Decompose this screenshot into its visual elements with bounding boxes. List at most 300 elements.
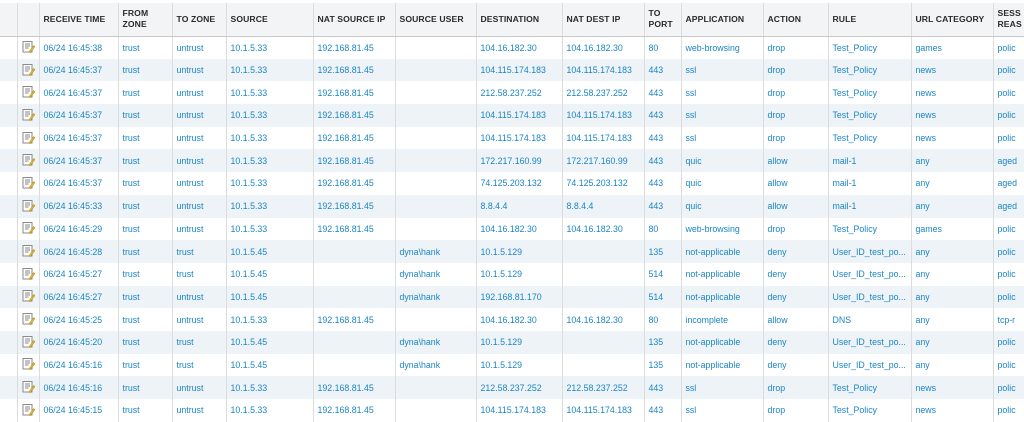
to-zone-cell[interactable]: untrust — [172, 172, 226, 195]
to-port-cell[interactable]: 443 — [644, 376, 681, 399]
to-port-cell[interactable]: 443 — [644, 59, 681, 82]
url-category-cell[interactable]: any — [911, 172, 993, 195]
session-end-reason-cell[interactable]: aged — [993, 195, 1024, 218]
receive-time-cell[interactable]: 06/24 16:45:37 — [39, 81, 118, 104]
nat-source-ip-cell[interactable]: 192.168.81.45 — [313, 149, 395, 172]
nat-source-ip-cell[interactable]: 192.168.81.45 — [313, 104, 395, 127]
row-select-cell[interactable] — [0, 59, 17, 82]
rule-cell[interactable]: mail-1 — [828, 149, 911, 172]
from-zone-cell[interactable]: trust — [118, 354, 172, 377]
log-detail-icon[interactable] — [22, 199, 35, 214]
url-category-cell[interactable]: any — [911, 286, 993, 309]
action-cell[interactable]: deny — [763, 240, 828, 263]
to-zone-cell[interactable]: untrust — [172, 218, 226, 241]
application-cell[interactable]: not-applicable — [681, 331, 763, 354]
table-row[interactable] — [0, 104, 1024, 127]
log-detail-icon[interactable] — [22, 221, 35, 236]
action-cell[interactable]: drop — [763, 127, 828, 150]
row-detail-cell[interactable] — [17, 376, 39, 399]
row-detail-cell[interactable] — [17, 104, 39, 127]
row-detail-cell[interactable] — [17, 59, 39, 82]
to-zone-cell[interactable]: untrust — [172, 399, 226, 422]
application-cell[interactable]: web-browsing — [681, 36, 763, 59]
url-category-cell[interactable]: news — [911, 104, 993, 127]
log-detail-icon[interactable] — [22, 40, 35, 55]
nat-dest-ip-cell[interactable]: 104.16.182.30 — [562, 36, 644, 59]
log-detail-icon[interactable] — [22, 176, 35, 191]
row-select-cell[interactable] — [0, 354, 17, 377]
to-port-cell[interactable]: 514 — [644, 263, 681, 286]
destination-cell[interactable]: 74.125.203.132 — [476, 172, 562, 195]
column-header-url-category[interactable]: URL CATEGORY — [911, 3, 993, 36]
to-port-cell[interactable]: 443 — [644, 149, 681, 172]
from-zone-cell[interactable]: trust — [118, 36, 172, 59]
nat-source-ip-cell[interactable]: 192.168.81.45 — [313, 36, 395, 59]
session-end-reason-cell[interactable]: tcp-r — [993, 308, 1024, 331]
column-header-nat-source-ip[interactable]: NAT SOURCE IP — [313, 3, 395, 36]
destination-cell[interactable]: 104.16.182.30 — [476, 36, 562, 59]
nat-source-ip-cell[interactable]: 192.168.81.45 — [313, 172, 395, 195]
session-end-reason-cell[interactable]: polic — [993, 81, 1024, 104]
column-header-from-zone[interactable] — [118, 3, 172, 36]
destination-cell[interactable]: 104.115.174.183 — [476, 59, 562, 82]
to-port-cell[interactable]: 514 — [644, 286, 681, 309]
source-cell[interactable]: 10.1.5.33 — [226, 127, 313, 150]
receive-time-cell[interactable]: 06/24 16:45:37 — [39, 172, 118, 195]
destination-cell[interactable]: 172.217.160.99 — [476, 149, 562, 172]
session-end-reason-cell[interactable]: polic — [993, 263, 1024, 286]
receive-time-cell[interactable]: 06/24 16:45:29 — [39, 218, 118, 241]
row-detail-cell[interactable] — [17, 81, 39, 104]
source-user-cell[interactable]: dyna\hank — [395, 286, 476, 309]
application-cell[interactable]: ssl — [681, 127, 763, 150]
nat-source-ip-cell[interactable]: 192.168.81.45 — [313, 195, 395, 218]
rule-cell[interactable]: Test_Policy — [828, 127, 911, 150]
source-cell[interactable]: 10.1.5.33 — [226, 149, 313, 172]
to-zone-cell[interactable]: untrust — [172, 104, 226, 127]
to-zone-cell[interactable]: untrust — [172, 286, 226, 309]
log-detail-icon[interactable] — [22, 108, 35, 123]
row-detail-cell[interactable] — [17, 331, 39, 354]
action-cell[interactable]: deny — [763, 331, 828, 354]
column-header-to-port[interactable] — [644, 3, 681, 36]
log-detail-icon[interactable] — [22, 289, 35, 304]
rule-cell[interactable]: User_ID_test_po... — [828, 240, 911, 263]
application-cell[interactable]: not-applicable — [681, 286, 763, 309]
session-end-reason-cell[interactable]: polic — [993, 36, 1024, 59]
rule-cell[interactable]: User_ID_test_po... — [828, 286, 911, 309]
rule-cell[interactable]: Test_Policy — [828, 399, 911, 422]
row-select-cell[interactable] — [0, 376, 17, 399]
column-header-application[interactable]: APPLICATION — [681, 3, 763, 36]
receive-time-cell[interactable]: 06/24 16:45:27 — [39, 286, 118, 309]
row-select-cell[interactable] — [0, 149, 17, 172]
source-cell[interactable]: 10.1.5.33 — [226, 376, 313, 399]
action-cell[interactable]: allow — [763, 308, 828, 331]
application-cell[interactable]: quic — [681, 172, 763, 195]
table-row[interactable] — [0, 81, 1024, 104]
log-detail-icon[interactable] — [22, 63, 35, 78]
nat-source-ip-cell[interactable]: 192.168.81.45 — [313, 127, 395, 150]
to-port-cell[interactable]: 443 — [644, 195, 681, 218]
from-zone-cell[interactable]: trust — [118, 149, 172, 172]
from-zone-cell[interactable]: trust — [118, 308, 172, 331]
source-cell[interactable]: 10.1.5.33 — [226, 195, 313, 218]
receive-time-cell[interactable]: 06/24 16:45:33 — [39, 195, 118, 218]
table-row[interactable] — [0, 263, 1024, 286]
receive-time-cell[interactable]: 06/24 16:45:28 — [39, 240, 118, 263]
to-port-cell[interactable]: 443 — [644, 104, 681, 127]
application-cell[interactable]: web-browsing — [681, 218, 763, 241]
application-cell[interactable]: ssl — [681, 104, 763, 127]
url-category-cell[interactable]: news — [911, 81, 993, 104]
to-zone-cell[interactable]: untrust — [172, 308, 226, 331]
row-detail-cell[interactable] — [17, 195, 39, 218]
action-cell[interactable]: drop — [763, 81, 828, 104]
from-zone-cell[interactable]: trust — [118, 127, 172, 150]
source-cell[interactable]: 10.1.5.33 — [226, 218, 313, 241]
row-detail-cell[interactable] — [17, 127, 39, 150]
nat-dest-ip-cell[interactable]: 104.115.174.183 — [562, 399, 644, 422]
destination-cell[interactable]: 104.16.182.30 — [476, 308, 562, 331]
rule-cell[interactable]: Test_Policy — [828, 104, 911, 127]
to-zone-cell[interactable]: untrust — [172, 36, 226, 59]
url-category-cell[interactable]: news — [911, 59, 993, 82]
column-header-destination[interactable]: DESTINATION — [476, 3, 562, 36]
log-detail-icon[interactable] — [22, 153, 35, 168]
table-row[interactable] — [0, 149, 1024, 172]
log-detail-icon[interactable] — [22, 267, 35, 282]
action-cell[interactable]: deny — [763, 286, 828, 309]
nat-source-ip-cell[interactable]: 192.168.81.45 — [313, 218, 395, 241]
source-user-cell[interactable]: dyna\hank — [395, 240, 476, 263]
rule-cell[interactable]: User_ID_test_po... — [828, 263, 911, 286]
source-cell[interactable]: 10.1.5.45 — [226, 286, 313, 309]
row-detail-cell[interactable] — [17, 399, 39, 422]
table-row[interactable] — [0, 218, 1024, 241]
table-row[interactable] — [0, 240, 1024, 263]
action-cell[interactable]: drop — [763, 59, 828, 82]
row-detail-cell[interactable] — [17, 354, 39, 377]
application-cell[interactable]: not-applicable — [681, 354, 763, 377]
from-zone-cell[interactable]: trust — [118, 172, 172, 195]
source-user-cell[interactable]: dyna\hank — [395, 354, 476, 377]
row-detail-cell[interactable] — [17, 149, 39, 172]
row-select-cell[interactable] — [0, 81, 17, 104]
source-cell[interactable]: 10.1.5.33 — [226, 399, 313, 422]
source-cell[interactable]: 10.1.5.33 — [226, 36, 313, 59]
log-detail-icon[interactable] — [22, 85, 35, 100]
application-cell[interactable]: ssl — [681, 81, 763, 104]
rule-cell[interactable]: DNS — [828, 308, 911, 331]
column-header-session-end-reason[interactable] — [993, 3, 1024, 36]
nat-source-ip-cell[interactable]: 192.168.81.45 — [313, 399, 395, 422]
receive-time-cell[interactable]: 06/24 16:45:37 — [39, 149, 118, 172]
source-cell[interactable]: 10.1.5.45 — [226, 240, 313, 263]
to-zone-cell[interactable]: untrust — [172, 81, 226, 104]
rule-cell[interactable]: Test_Policy — [828, 376, 911, 399]
session-end-reason-cell[interactable]: polic — [993, 59, 1024, 82]
to-port-cell[interactable]: 80 — [644, 218, 681, 241]
from-zone-cell[interactable]: trust — [118, 218, 172, 241]
table-row[interactable] — [0, 172, 1024, 195]
row-detail-cell[interactable] — [17, 286, 39, 309]
url-category-cell[interactable]: news — [911, 376, 993, 399]
row-select-cell[interactable] — [0, 36, 17, 59]
to-zone-cell[interactable]: untrust — [172, 59, 226, 82]
table-row[interactable] — [0, 331, 1024, 354]
destination-cell[interactable]: 192.168.81.170 — [476, 286, 562, 309]
receive-time-cell[interactable]: 06/24 16:45:16 — [39, 376, 118, 399]
table-row[interactable] — [0, 376, 1024, 399]
destination-cell[interactable]: 10.1.5.129 — [476, 240, 562, 263]
to-zone-cell[interactable]: trust — [172, 263, 226, 286]
from-zone-cell[interactable]: trust — [118, 240, 172, 263]
receive-time-cell[interactable]: 06/24 16:45:37 — [39, 127, 118, 150]
column-header-source-user[interactable]: SOURCE USER — [395, 3, 476, 36]
from-zone-cell[interactable]: trust — [118, 399, 172, 422]
destination-cell[interactable]: 212.58.237.252 — [476, 81, 562, 104]
nat-dest-ip-cell[interactable]: 74.125.203.132 — [562, 172, 644, 195]
table-row[interactable] — [0, 308, 1024, 331]
row-select-cell[interactable] — [0, 240, 17, 263]
from-zone-header-line1: FROM — [122, 8, 149, 19]
table-row[interactable] — [0, 36, 1024, 59]
to-zone-cell[interactable]: trust — [172, 354, 226, 377]
from-zone-cell[interactable]: trust — [118, 263, 172, 286]
rule-cell[interactable]: Test_Policy — [828, 81, 911, 104]
session-end-reason-cell[interactable]: polic — [993, 104, 1024, 127]
application-cell[interactable]: not-applicable — [681, 263, 763, 286]
nat-source-ip-cell[interactable]: 192.168.81.45 — [313, 308, 395, 331]
table-row[interactable] — [0, 195, 1024, 218]
nat-dest-ip-cell[interactable]: 212.58.237.252 — [562, 81, 644, 104]
nat-dest-ip-cell[interactable]: 172.217.160.99 — [562, 149, 644, 172]
to-port-cell[interactable]: 80 — [644, 36, 681, 59]
table-row[interactable] — [0, 59, 1024, 82]
destination-cell[interactable]: 8.8.4.4 — [476, 195, 562, 218]
log-detail-icon[interactable] — [22, 357, 35, 372]
url-category-cell[interactable]: any — [911, 331, 993, 354]
to-port-cell[interactable]: 135 — [644, 354, 681, 377]
column-header-action[interactable]: ACTION — [763, 3, 828, 36]
from-zone-cell[interactable]: trust — [118, 59, 172, 82]
action-cell[interactable]: allow — [763, 195, 828, 218]
column-header-source[interactable]: SOURCE — [226, 3, 313, 36]
column-header-to-zone[interactable]: TO ZONE — [172, 3, 226, 36]
receive-time-cell[interactable]: 06/24 16:45:16 — [39, 354, 118, 377]
receive-time-cell[interactable]: 06/24 16:45:25 — [39, 308, 118, 331]
row-select-cell[interactable] — [0, 286, 17, 309]
session-end-reason-cell[interactable]: polic — [993, 399, 1024, 422]
column-header-nat-dest-ip[interactable]: NAT DEST IP — [562, 3, 644, 36]
url-category-cell[interactable]: games — [911, 218, 993, 241]
row-select-cell[interactable] — [0, 104, 17, 127]
session-end-reason-cell[interactable]: polic — [993, 354, 1024, 377]
nat-dest-ip-cell[interactable]: 212.58.237.252 — [562, 376, 644, 399]
to-port-cell[interactable]: 135 — [644, 240, 681, 263]
action-cell[interactable]: allow — [763, 172, 828, 195]
url-category-cell[interactable]: news — [911, 127, 993, 150]
source-user-cell[interactable]: dyna\hank — [395, 263, 476, 286]
to-port-cell[interactable]: 135 — [644, 331, 681, 354]
header-select-column[interactable] — [0, 3, 17, 36]
log-detail-icon[interactable] — [22, 335, 35, 350]
source-cell[interactable]: 10.1.5.33 — [226, 59, 313, 82]
from-zone-cell[interactable]: trust — [118, 104, 172, 127]
rule-cell[interactable]: User_ID_test_po... — [828, 331, 911, 354]
action-cell[interactable]: drop — [763, 104, 828, 127]
url-category-cell[interactable]: games — [911, 36, 993, 59]
nat-dest-ip-cell[interactable]: 104.16.182.30 — [562, 308, 644, 331]
row-select-cell[interactable] — [0, 195, 17, 218]
receive-time-cell[interactable]: 06/24 16:45:15 — [39, 399, 118, 422]
receive-time-cell[interactable]: 06/24 16:45:38 — [39, 36, 118, 59]
row-select-cell[interactable] — [0, 218, 17, 241]
rule-cell[interactable]: mail-1 — [828, 195, 911, 218]
row-detail-cell[interactable] — [17, 308, 39, 331]
session-end-reason-cell[interactable]: polic — [993, 286, 1024, 309]
receive-time-cell[interactable]: 06/24 16:45:27 — [39, 263, 118, 286]
row-select-cell[interactable] — [0, 308, 17, 331]
destination-cell[interactable]: 10.1.5.129 — [476, 354, 562, 377]
from-zone-cell[interactable]: trust — [118, 286, 172, 309]
to-zone-cell[interactable]: untrust — [172, 149, 226, 172]
nat-dest-ip-cell[interactable]: 104.115.174.183 — [562, 59, 644, 82]
log-detail-icon[interactable] — [22, 244, 35, 259]
session-end-reason-cell[interactable]: polic — [993, 127, 1024, 150]
row-select-cell[interactable] — [0, 172, 17, 195]
from-zone-cell[interactable]: trust — [118, 376, 172, 399]
source-cell[interactable]: 10.1.5.33 — [226, 104, 313, 127]
row-select-cell[interactable] — [0, 399, 17, 422]
to-port-cell[interactable]: 443 — [644, 399, 681, 422]
session-end-reason-cell[interactable]: aged — [993, 172, 1024, 195]
destination-cell[interactable]: 10.1.5.129 — [476, 263, 562, 286]
destination-cell[interactable]: 104.115.174.183 — [476, 104, 562, 127]
source-cell[interactable]: 10.1.5.33 — [226, 172, 313, 195]
row-detail-cell[interactable] — [17, 263, 39, 286]
from-zone-cell[interactable]: trust — [118, 81, 172, 104]
session-end-reason-cell[interactable]: polic — [993, 331, 1024, 354]
application-cell[interactable]: incomplete — [681, 308, 763, 331]
rule-cell[interactable]: Test_Policy — [828, 36, 911, 59]
url-category-cell[interactable]: any — [911, 354, 993, 377]
column-header-receive-time[interactable]: RECEIVE TIME — [39, 3, 118, 36]
source-cell[interactable]: 10.1.5.45 — [226, 263, 313, 286]
receive-time-cell[interactable]: 06/24 16:45:37 — [39, 59, 118, 82]
row-detail-cell[interactable] — [17, 218, 39, 241]
table-row[interactable] — [0, 399, 1024, 422]
row-select-cell[interactable] — [0, 127, 17, 150]
table-row[interactable] — [0, 127, 1024, 150]
session-end-reason-cell[interactable]: aged — [993, 149, 1024, 172]
application-cell[interactable]: not-applicable — [681, 240, 763, 263]
to-port-cell[interactable]: 80 — [644, 308, 681, 331]
action-cell[interactable]: deny — [763, 354, 828, 377]
nat-dest-ip-cell[interactable]: 8.8.4.4 — [562, 195, 644, 218]
nat-source-ip-cell[interactable]: 192.168.81.45 — [313, 376, 395, 399]
receive-time-cell[interactable]: 06/24 16:45:37 — [39, 104, 118, 127]
log-detail-icon[interactable] — [22, 403, 35, 418]
row-select-cell[interactable] — [0, 263, 17, 286]
url-category-cell[interactable]: news — [911, 399, 993, 422]
source-cell[interactable]: 10.1.5.45 — [226, 331, 313, 354]
from-zone-cell[interactable]: trust — [118, 331, 172, 354]
application-cell[interactable]: ssl — [681, 376, 763, 399]
row-select-cell[interactable] — [0, 331, 17, 354]
column-header-rule[interactable]: RULE — [828, 3, 911, 36]
url-category-cell[interactable]: any — [911, 195, 993, 218]
table-row[interactable] — [0, 354, 1024, 377]
source-cell[interactable]: 10.1.5.45 — [226, 354, 313, 377]
nat-source-ip-cell[interactable]: 192.168.81.45 — [313, 81, 395, 104]
row-detail-cell[interactable] — [17, 172, 39, 195]
nat-dest-ip-cell[interactable]: 104.115.174.183 — [562, 127, 644, 150]
session-end-reason-cell[interactable]: polic — [993, 240, 1024, 263]
table-row[interactable] — [0, 286, 1024, 309]
to-port-cell[interactable]: 443 — [644, 127, 681, 150]
action-cell[interactable]: deny — [763, 263, 828, 286]
nat-dest-ip-cell[interactable]: 104.16.182.30 — [562, 218, 644, 241]
action-cell[interactable]: drop — [763, 36, 828, 59]
nat-dest-ip-cell[interactable]: 104.115.174.183 — [562, 104, 644, 127]
url-category-cell[interactable]: any — [911, 263, 993, 286]
action-cell[interactable]: drop — [763, 376, 828, 399]
session-end-reason-cell[interactable]: polic — [993, 218, 1024, 241]
action-cell[interactable]: drop — [763, 399, 828, 422]
row-detail-cell[interactable] — [17, 36, 39, 59]
log-detail-icon[interactable] — [22, 131, 35, 146]
destination-cell[interactable]: 212.58.237.252 — [476, 376, 562, 399]
to-port-cell[interactable]: 443 — [644, 172, 681, 195]
destination-cell[interactable]: 104.16.182.30 — [476, 218, 562, 241]
to-zone-cell[interactable]: untrust — [172, 376, 226, 399]
rule-cell[interactable]: Test_Policy — [828, 59, 911, 82]
to-port-cell[interactable]: 443 — [644, 81, 681, 104]
application-cell[interactable]: quic — [681, 149, 763, 172]
log-detail-icon[interactable] — [22, 380, 35, 395]
session-end-reason-cell[interactable]: polic — [993, 376, 1024, 399]
nat-source-ip-cell[interactable]: 192.168.81.45 — [313, 59, 395, 82]
source-cell[interactable]: 10.1.5.33 — [226, 308, 313, 331]
rule-cell[interactable]: mail-1 — [828, 172, 911, 195]
rule-cell[interactable]: User_ID_test_po... — [828, 354, 911, 377]
destination-cell[interactable]: 104.115.174.183 — [476, 399, 562, 422]
to-zone-cell[interactable]: untrust — [172, 127, 226, 150]
application-cell[interactable]: ssl — [681, 399, 763, 422]
action-cell[interactable]: allow — [763, 149, 828, 172]
rule-cell[interactable]: Test_Policy — [828, 218, 911, 241]
action-cell[interactable]: drop — [763, 218, 828, 241]
source-cell[interactable]: 10.1.5.33 — [226, 81, 313, 104]
source-user-cell[interactable]: dyna\hank — [395, 331, 476, 354]
destination-cell[interactable]: 104.115.174.183 — [476, 127, 562, 150]
receive-time-cell[interactable]: 06/24 16:45:20 — [39, 331, 118, 354]
destination-cell[interactable]: 10.1.5.129 — [476, 331, 562, 354]
application-cell[interactable]: quic — [681, 195, 763, 218]
log-detail-icon[interactable] — [22, 312, 35, 327]
to-zone-cell[interactable]: trust — [172, 331, 226, 354]
to-zone-cell[interactable]: untrust — [172, 195, 226, 218]
url-category-cell[interactable]: any — [911, 308, 993, 331]
url-category-cell[interactable]: any — [911, 149, 993, 172]
to-zone-cell[interactable]: trust — [172, 240, 226, 263]
url-category-cell[interactable]: any — [911, 240, 993, 263]
application-cell[interactable]: ssl — [681, 59, 763, 82]
from-zone-cell[interactable]: trust — [118, 195, 172, 218]
row-detail-cell[interactable] — [17, 240, 39, 263]
